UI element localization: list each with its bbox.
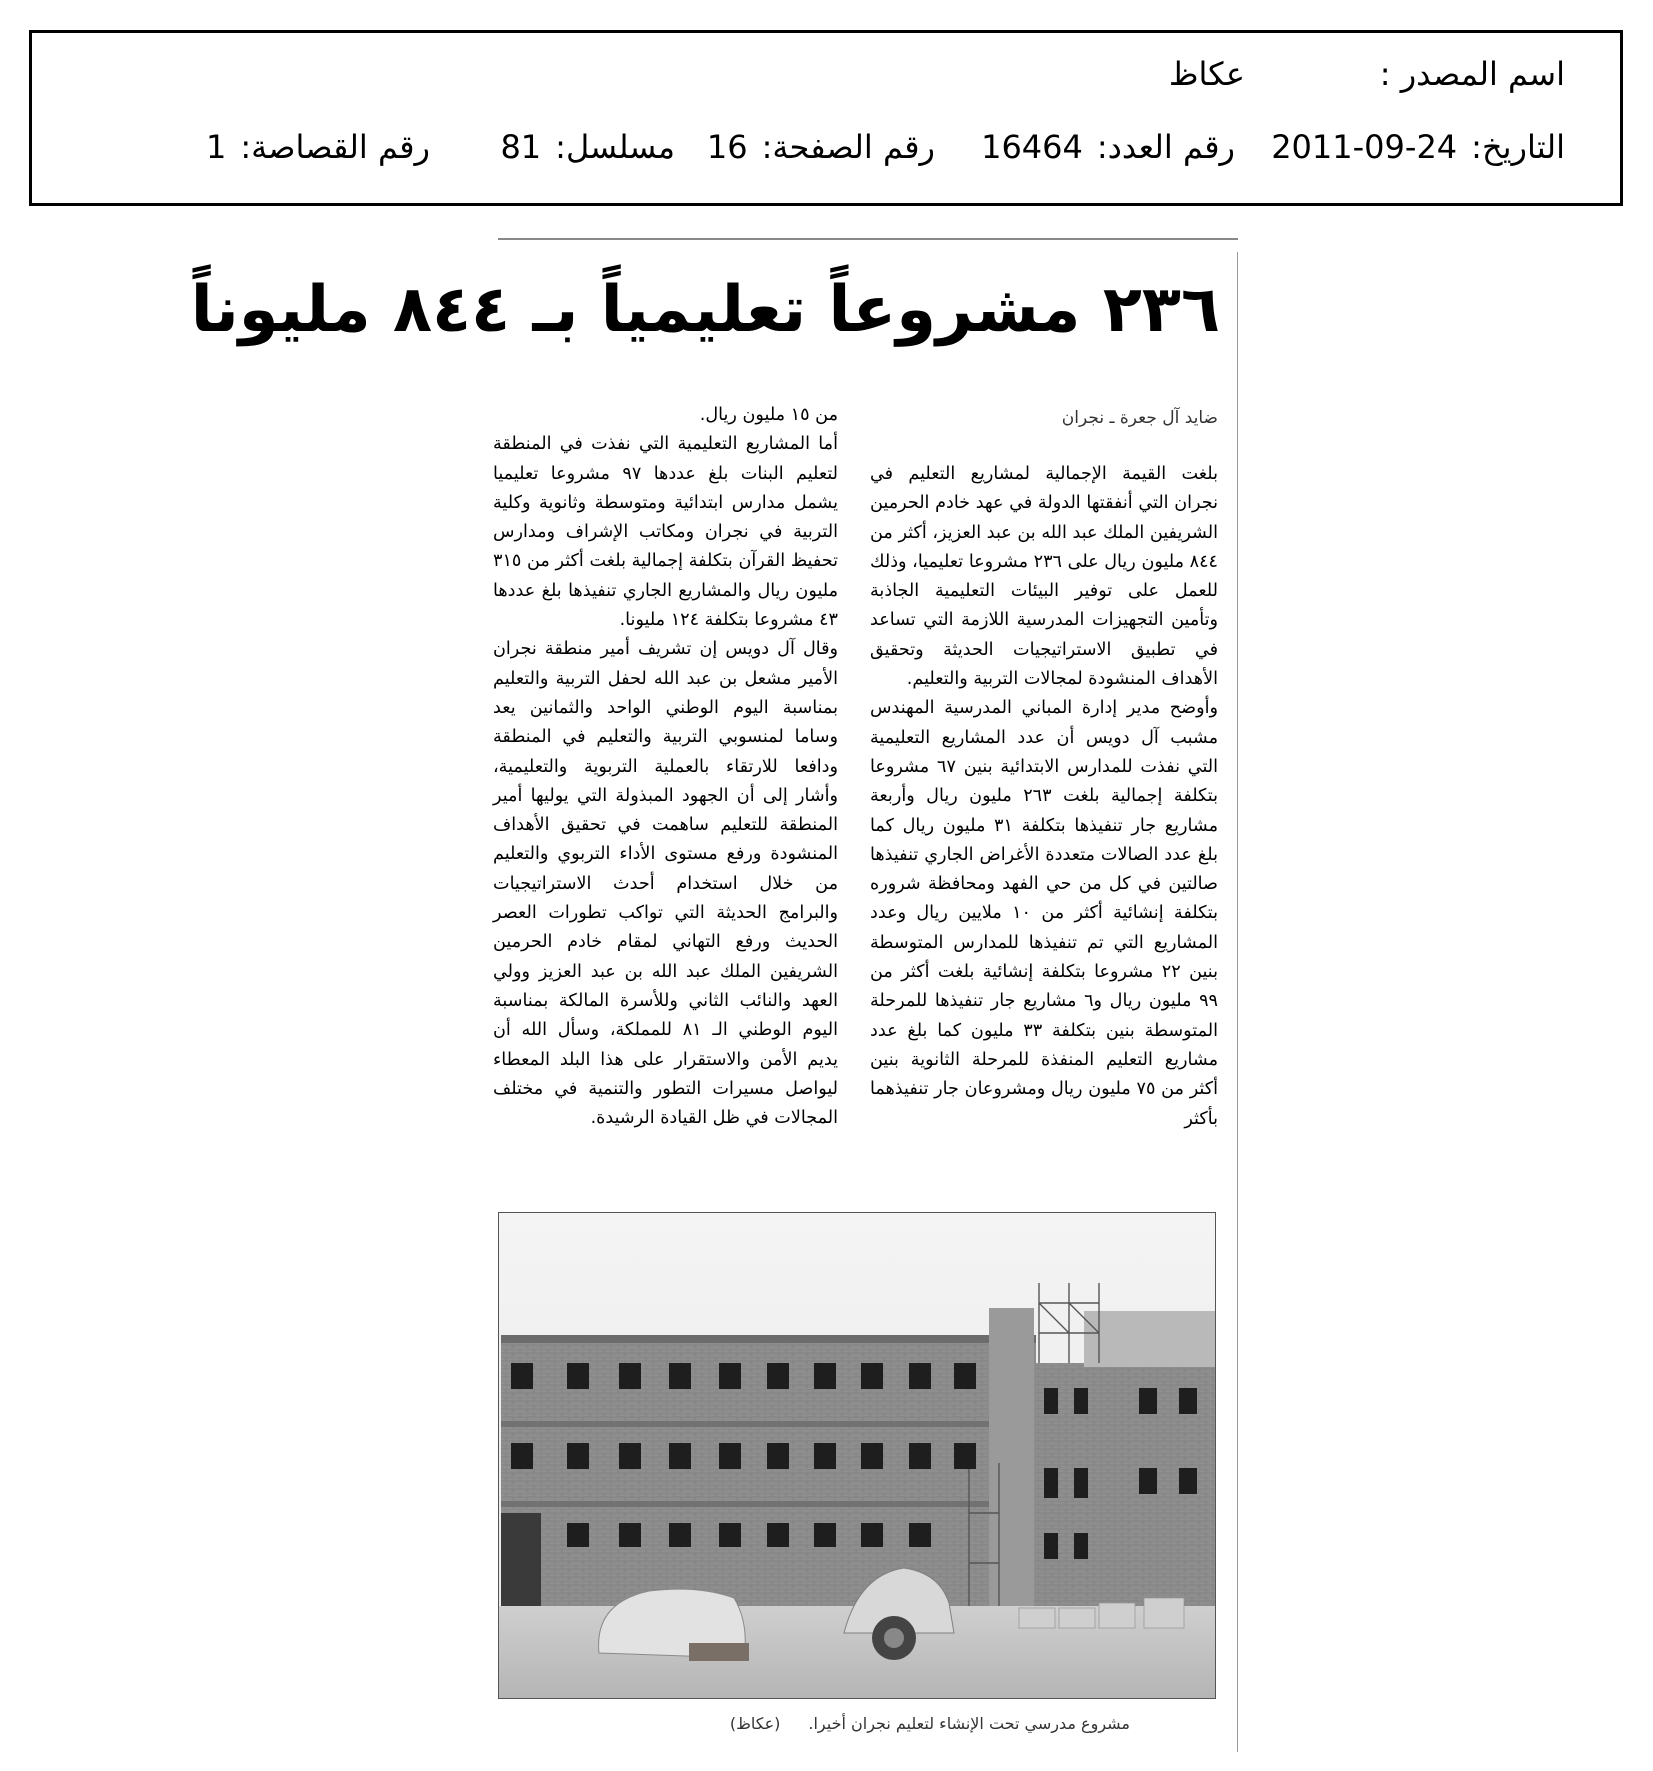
clip-number-value: 1 — [205, 128, 227, 166]
clipping-metadata-box — [29, 30, 1623, 206]
date-field — [1271, 128, 1565, 166]
page-label: رقم الصفحة: — [761, 128, 935, 166]
serial-label: مسلسل: — [555, 128, 675, 166]
photo-caption — [730, 1714, 1130, 1733]
issue-value: 16464 — [981, 128, 1083, 166]
issue-field — [981, 128, 1235, 166]
paragraph: وأوضح مدير إدارة المباني المدرسية المهندس مشبب آل دويس أن عدد المشاريع التعليمية التي نفذت للمدارس الابتدائية بنين ٦٧ مشروعا بتكلفة إجمالية بلغت ٢٦٣ مليون ريال وأربعة مشاريع جار تنفيذها بتكلفة ٣١ مليون ريال كما بلغ عدد الصالات متعددة الأغراض الجاري تنفيذها صالتين في كل من حي الفهد ومحافظة شروره بتكلفة إنشائية أكثر من ١٠ ملايين ريال وعدد المشاريع التي تم تنفيذها للمدارس المتوسطة بنين ٢٢ مشروعا بتكلفة إنشائية بلغت أكثر من ٩٩ مليون ريال و٦ مشاريع جار تنفيذها للمرحلة المتوسطة بنين بتكلفة ٣٣ مليون كما بلغ عدد مشاريع التعليم المنفذة للمرحلة الثانوية بنين أكثر من ٧٥ مليون ريال ومشروعان جار تنفيذهما بأكثر — [870, 698, 1219, 1129]
date-label: التاريخ: — [1471, 128, 1565, 166]
clip-number-label: رقم القصاصة: — [240, 128, 430, 166]
clip-number-field — [206, 128, 430, 166]
article-column-right — [870, 460, 1218, 1134]
paragraph: بلغت القيمة الإجمالية لمشاريع التعليم في نجران التي أنفقتها الدولة في عهد خادم الحرمين الشريفين الملك عبد الله بن عبد العزيز، أكثر من ٨٤٤ مليون ريال على ٢٣٦ مشروعا تعليميا، وذلك للعمل على توفير البيئات التعليمية الجاذبة وتأمين التجهيزات المدرسية اللازمة التي تساعد في تطبيق الاستراتيجيات الحديثة وتحقيق الأهداف المنشودة لمجالات التربية والتعليم. — [870, 464, 1219, 690]
source-field — [1366, 55, 1565, 93]
paragraph: أما المشاريع التعليمية التي نفذت في المنطقة لتعليم البنات بلغ عددها ٩٧ مشروعا تعليميا يشمل مدارس ابتدائية ومتوسطة وثانوية وكلية التربية في نجران ومكاتب الإشراف ومدارس تحفيظ القرآن بتكلفة إجمالية بلغت أكثر من ٣١٥ مليون ريال والمشاريع الجاري تنفيذها بلغ عددها ٤٣ مشروعا بتكلفة ١٢٤ مليونا. — [493, 434, 839, 631]
paragraph: من ١٥ مليون ريال. — [699, 405, 838, 425]
article-headline: ٢٣٦ مشروعاً تعليمياً بـ ٨٤٤ مليوناً — [190, 273, 1220, 347]
date-value: 24-09-2011 — [1271, 128, 1458, 166]
article-column-left — [493, 401, 838, 1133]
paragraph: وقال آل دويس إن تشريف أمير منطقة نجران الأمير مشعل بن عبد الله لحفل التربية والتعليم بمناسبة اليوم الوطني الواحد والثمانين يعد وساما لمنسوبي التربية والتعليم في المنطقة ودافعا للارتقاء بالعملية التربوية والتعليمية، وأشار إلى أن الجهود المبذولة التي يوليها أمير المنطقة للتعليم ساهمت في تحقيق الأهداف المنشودة ورفع مستوى الأداء التربوي والتعليم من خلال استخدام أحدث الاستراتيجيات والبرامج الحديثة التي تواكب تطورات العصر الحديث ورفع التهاني لمقام خادم الحرمين الشريفين الملك عبد الله بن عبد العزيز وولي العهد والنائب الثاني وللأسرة المالكة بمناسبة اليوم الوطني الـ ٨١ للمملكة، وسأل الله أن يديم الأمن والاستقرار على هذا البلد المعطاء ليواصل مسيرات التطور والتنمية في مختلف المجالات في ظل القيادة الرشيدة. — [493, 639, 838, 1129]
page-value: 16 — [706, 128, 748, 166]
serial-value: 81 — [500, 128, 542, 166]
serial-field — [500, 128, 675, 166]
page-field — [707, 128, 935, 166]
building-under-construction-photo — [498, 1212, 1216, 1699]
article-byline: ضايد آل جعرة ـ نجران — [1061, 408, 1218, 428]
clipping-top-rule — [498, 238, 1238, 240]
source-label: اسم المصدر : — [1379, 55, 1565, 93]
metadata-row-details — [87, 128, 1565, 178]
issue-label: رقم العدد: — [1096, 128, 1235, 166]
newspaper-clipping — [190, 238, 1238, 1763]
metadata-row-source — [87, 55, 1565, 105]
clipping-side-rule — [1237, 252, 1238, 1752]
photo-caption-text: مشروع مدرسي تحت الإنشاء لتعليم نجران أخيرا. — [808, 1714, 1130, 1733]
source-value: عكاظ — [1168, 55, 1245, 93]
photo-credit: (عكاظ) — [729, 1714, 781, 1733]
